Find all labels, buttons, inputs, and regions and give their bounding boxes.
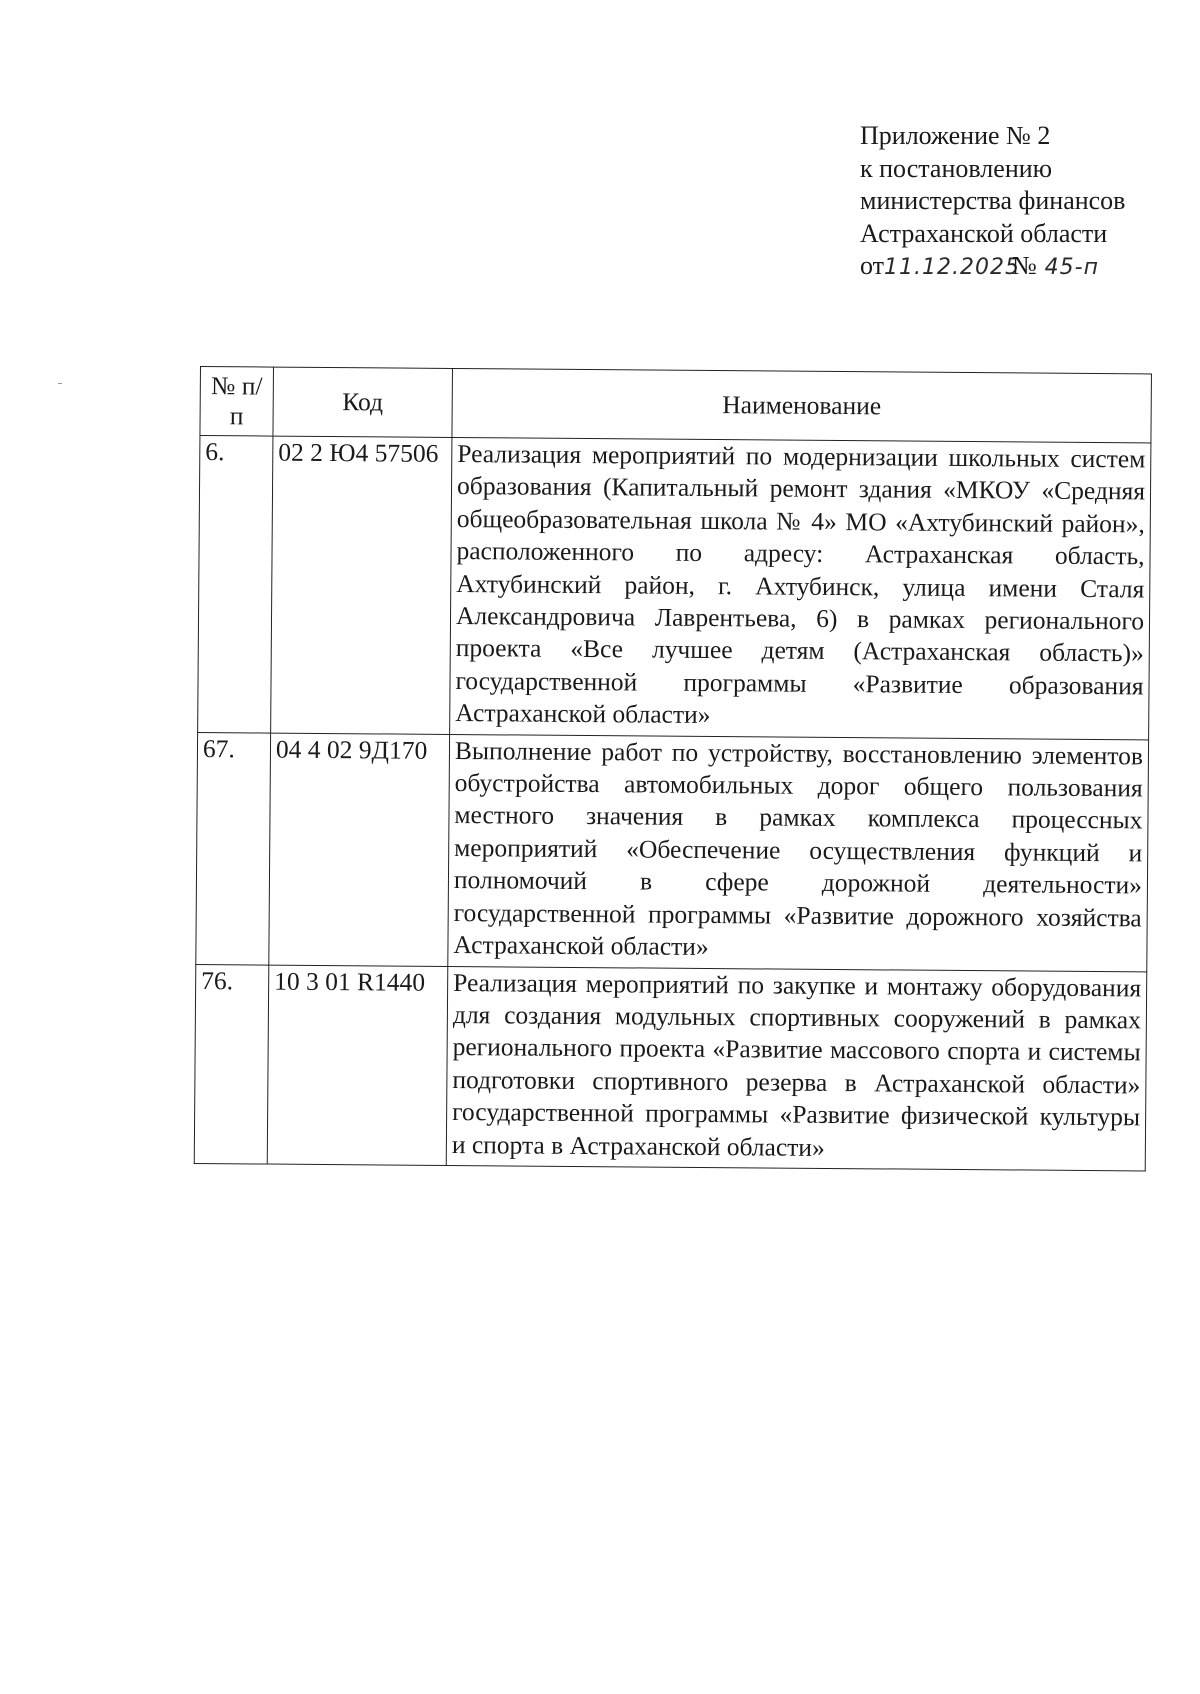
appendix-header: [860, 120, 1180, 285]
row-code: 10 3 01 R1440: [267, 965, 448, 1166]
row-name: Реализация мероприятий по закупке и монтажу оборудования для создания модульных спортивных сооружений в рамках регионального проекта «Развитие массового спорта и системы подготовки спортивного резерва в Астраханской области» государственной программы «Развитие физической культуры и спорта в Астраханской области»: [446, 966, 1147, 1171]
row-name: Реализация мероприятий по модернизации школьных систем образования (Капитальный ремонт здания «МКОУ «Средняя общеобразовательная школа № 4» МО «Ахтубинский район», расположенного по адресу: Астраханская область, Ахтубинский район, г. Ахтубинск, улица имени Сталя Александровича Лаврентьева, 6) в рамках регионального проекта «Все лучшее детям (Астраханская область)» государственной программы «Развитие образования Астраханской области»: [450, 437, 1151, 739]
table-row: [198, 436, 1151, 740]
appendix-region: Астраханской области: [860, 218, 1108, 248]
scan-artifact: [58, 383, 62, 384]
row-code: 02 2 Ю4 57506: [271, 436, 452, 734]
row-number: 76.: [194, 964, 269, 1164]
table-row: [194, 964, 1147, 1171]
appendix-to-resolution: к постановлению: [860, 153, 1053, 183]
handwritten-number: 45-п: [1044, 255, 1099, 280]
handwritten-date: 11.12.2025: [884, 255, 1020, 280]
codes-table: [194, 366, 1152, 1171]
row-name: Выполнение работ по устройству, восстановлению элементов обустройства автомобильных дорог общего пользования местного значения в рамках комплекса процессных мероприятий «Обеспечение осуществления функций и полномочий в сфере дорожной деятельности» государственной программы «Развитие дорожного хозяйства Астраханской области»: [448, 734, 1149, 971]
table-header-row: [200, 367, 1152, 443]
row-number: 67.: [196, 732, 271, 964]
date-prefix: от: [860, 251, 885, 280]
table-row: [196, 732, 1149, 971]
appendix-title: Приложение № 2: [860, 121, 1051, 150]
row-code: 04 4 02 9Д170: [269, 733, 450, 966]
appendix-ministry: министерства финансов: [860, 186, 1126, 215]
header-code: Код: [273, 367, 453, 437]
header-number: № п/п: [200, 367, 274, 437]
appendix-date-line: [860, 250, 1180, 285]
header-name: Наименование: [452, 368, 1152, 442]
number-sign: №: [1012, 251, 1037, 280]
row-number: 6.: [198, 436, 273, 733]
